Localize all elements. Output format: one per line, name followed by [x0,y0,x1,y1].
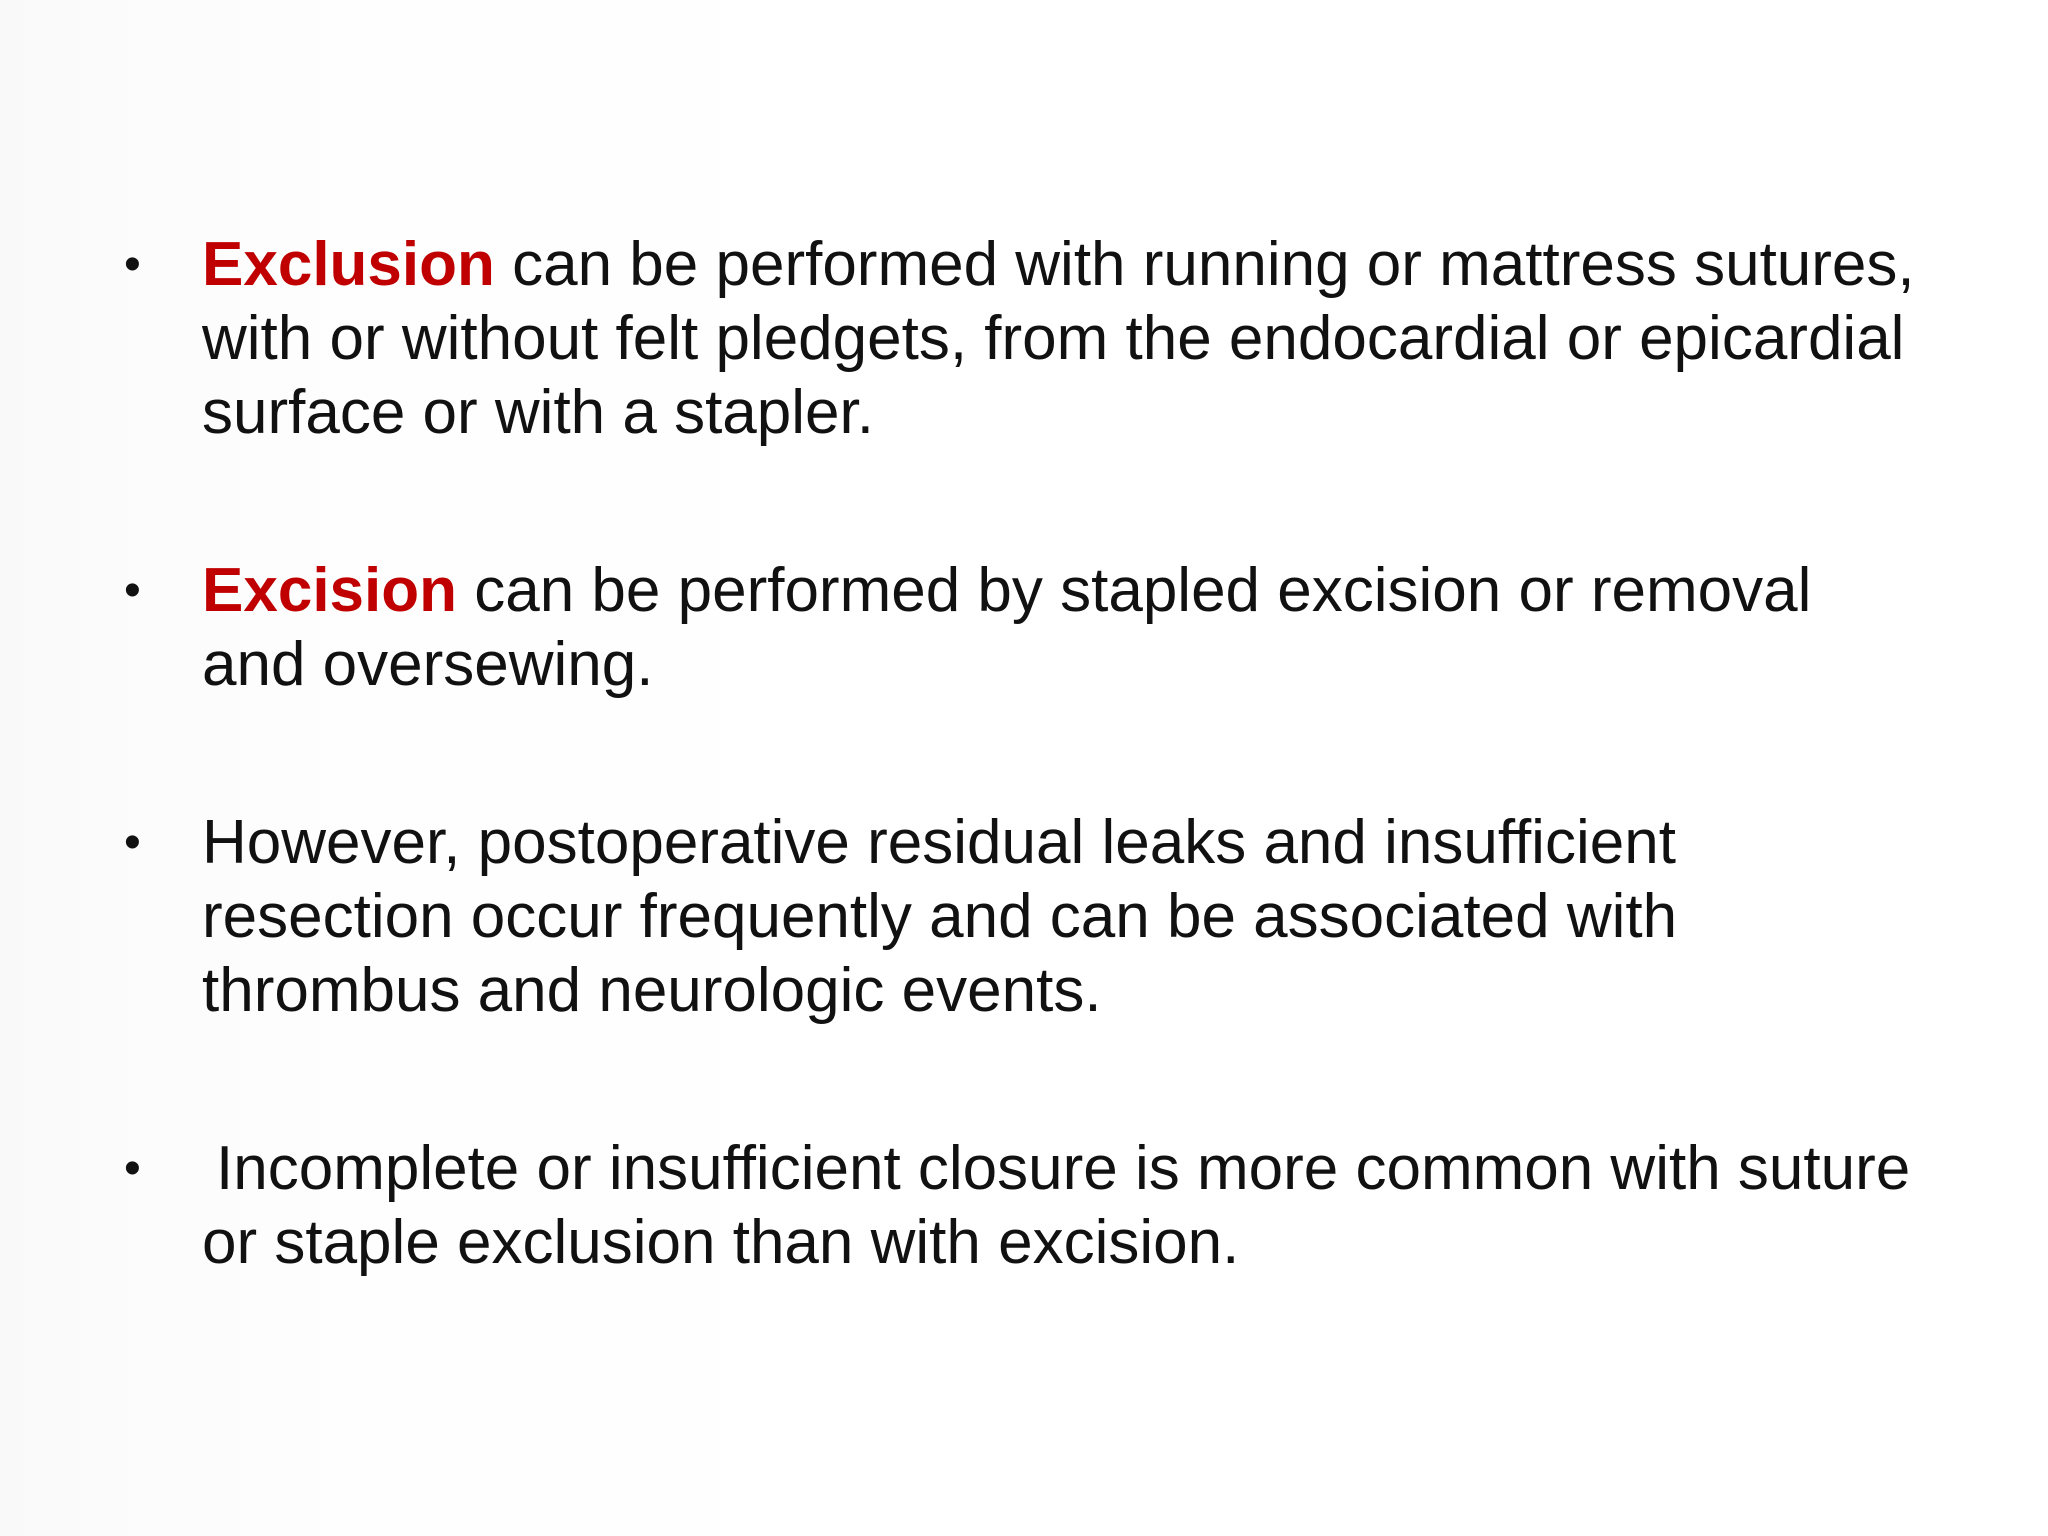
bullet-dot-icon: • [124,564,141,617]
bullet-dot-icon: • [124,1142,141,1195]
bullet-item-incomplete-closure [120,1132,1920,1280]
bullet-item-excision [120,554,1920,702]
bullet-item-residual-leaks [120,806,1920,1028]
bullet-item-exclusion [120,228,1920,450]
bullet-list [120,228,1920,1280]
bullet-body: However, postoperative residual leaks and insufficient resection occur frequently and can be associated with thrombus and neurologic events. [202,808,1678,1025]
highlighted-term: Exclusion [202,230,495,299]
highlighted-term: Excision [202,556,457,625]
bullet-body: Incomplete or insufficient closure is more common with suture or staple exclusion than with excision. [202,1134,1911,1277]
bullet-body: can be performed with running or mattress sutures, with or without felt pledgets, from the endocardial or epicardial surface or with a stapler. [202,230,1915,447]
bullet-body: can be performed by stapled excision or removal and oversewing. [202,556,1812,699]
bullet-text [202,554,1920,702]
bullet-dot-icon: • [124,816,141,869]
bullet-dot-icon: • [124,238,141,291]
bullet-text [202,228,1920,450]
bullet-text [202,806,1920,1028]
bullet-text [202,1132,1920,1280]
